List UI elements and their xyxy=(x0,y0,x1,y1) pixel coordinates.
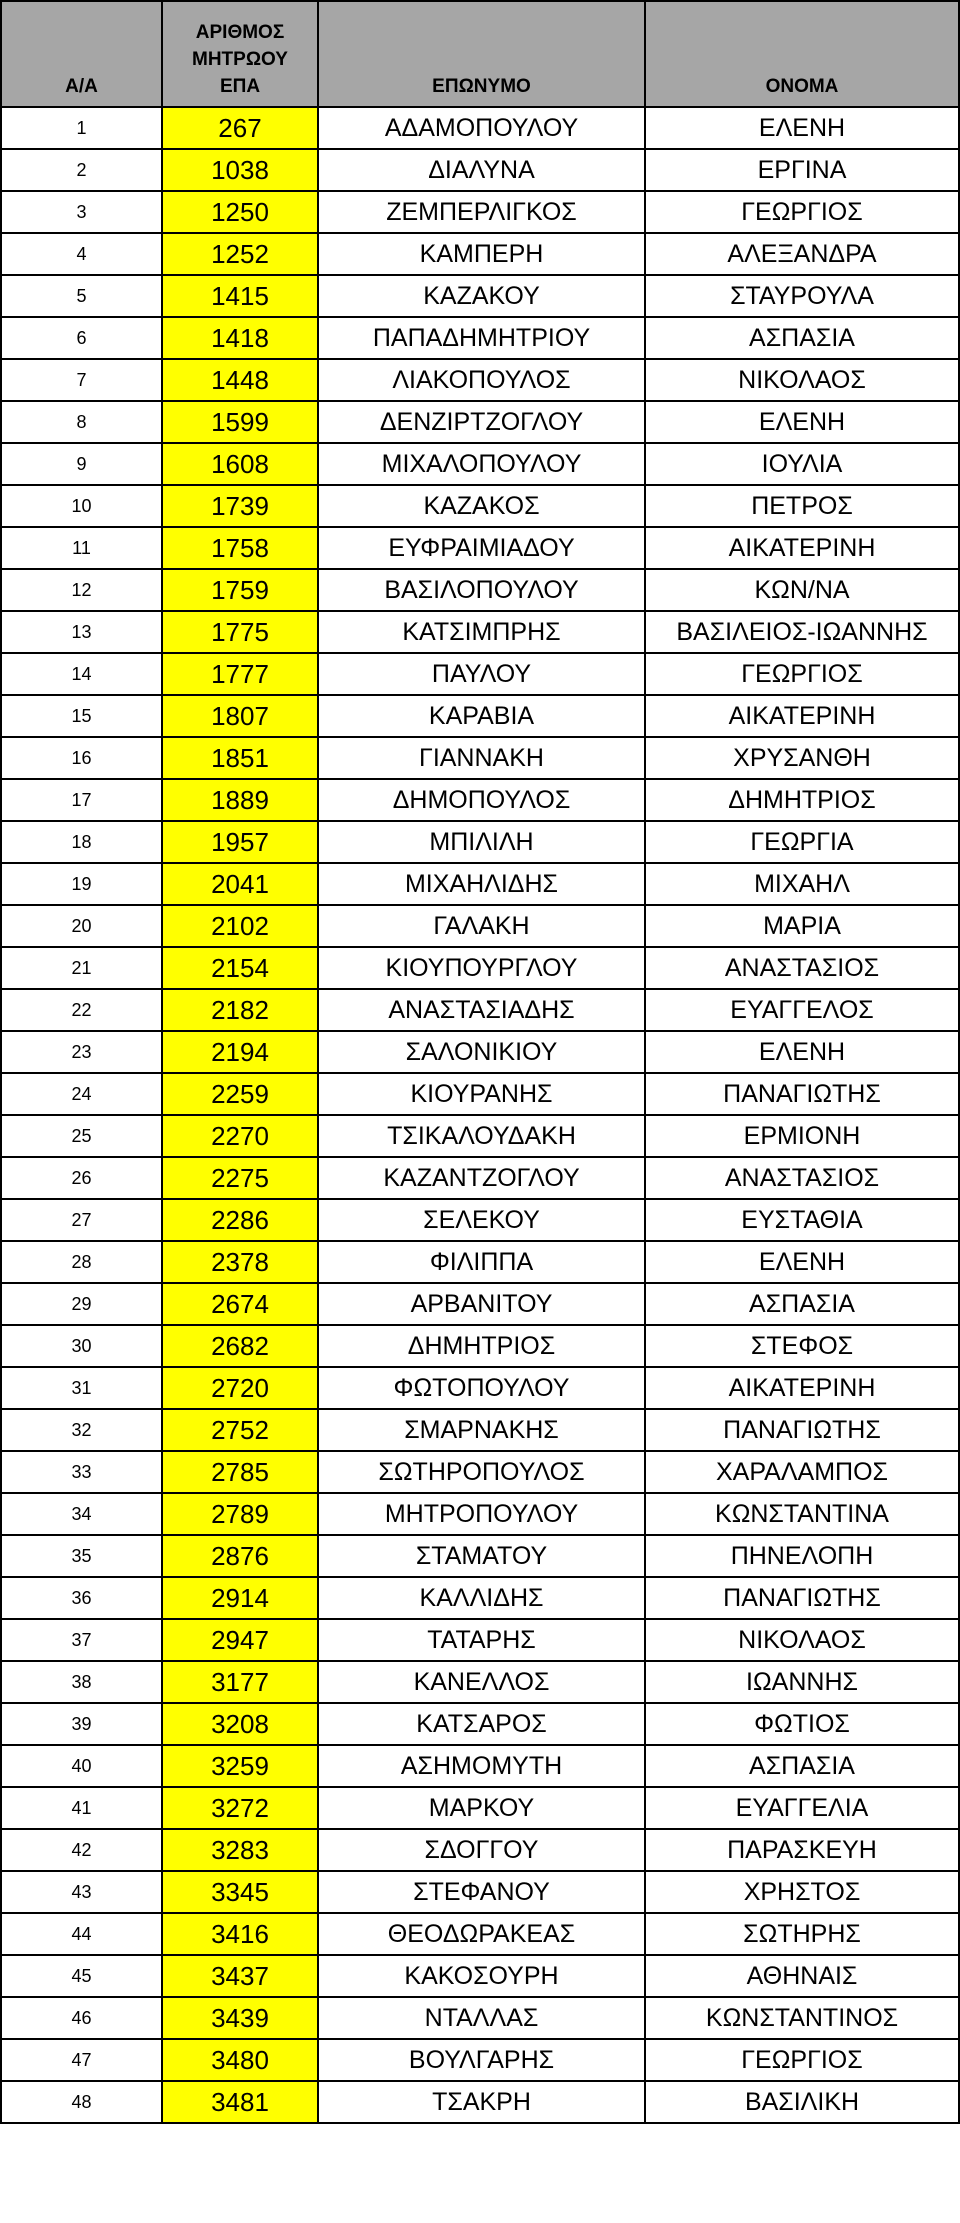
surname-cell: ΒΑΣΙΛΟΠΟΥΛΟΥ xyxy=(318,569,645,611)
first-name-cell: ΝΙΚΟΛΑΟΣ xyxy=(645,1619,959,1661)
surname-cell: ΓΑΛΑΚΗ xyxy=(318,905,645,947)
registry-number-cell: 2914 xyxy=(162,1577,318,1619)
row-number-cell: 21 xyxy=(1,947,162,989)
row-number-cell: 19 xyxy=(1,863,162,905)
table-row xyxy=(1,1199,959,1241)
row-number-cell: 3 xyxy=(1,191,162,233)
first-name-cell: ΧΡΥΣΑΝΘΗ xyxy=(645,737,959,779)
table-row xyxy=(1,443,959,485)
registry-number-cell: 2378 xyxy=(162,1241,318,1283)
registry-number-cell: 3208 xyxy=(162,1703,318,1745)
table-row xyxy=(1,1745,959,1787)
table-row xyxy=(1,569,959,611)
registry-number-cell: 2102 xyxy=(162,905,318,947)
registry-number-cell: 1448 xyxy=(162,359,318,401)
first-name-cell: ΕΛΕΝΗ xyxy=(645,1031,959,1073)
registry-number-cell: 3345 xyxy=(162,1871,318,1913)
row-number-cell: 43 xyxy=(1,1871,162,1913)
first-name-cell: ΔΗΜΗΤΡΙΟΣ xyxy=(645,779,959,821)
row-number-cell: 44 xyxy=(1,1913,162,1955)
table-row xyxy=(1,1367,959,1409)
table-row xyxy=(1,821,959,863)
row-number-cell: 38 xyxy=(1,1661,162,1703)
table-row xyxy=(1,989,959,1031)
row-number-cell: 45 xyxy=(1,1955,162,1997)
surname-cell: ΜΙΧΑΛΟΠΟΥΛΟΥ xyxy=(318,443,645,485)
row-number-cell: 18 xyxy=(1,821,162,863)
row-number-cell: 33 xyxy=(1,1451,162,1493)
registry-number-cell: 2182 xyxy=(162,989,318,1031)
first-name-cell: ΓΕΩΡΓΙΟΣ xyxy=(645,191,959,233)
first-name-cell: ΕΥΑΓΓΕΛΟΣ xyxy=(645,989,959,1031)
registry-number-cell: 2789 xyxy=(162,1493,318,1535)
table-row xyxy=(1,107,959,149)
row-number-cell: 24 xyxy=(1,1073,162,1115)
registry-number-cell: 2947 xyxy=(162,1619,318,1661)
first-name-cell: ΓΕΩΡΓΙΟΣ xyxy=(645,653,959,695)
registry-number-cell: 2720 xyxy=(162,1367,318,1409)
row-number-cell: 11 xyxy=(1,527,162,569)
table-row xyxy=(1,1829,959,1871)
row-number-cell: 25 xyxy=(1,1115,162,1157)
first-name-cell: ΧΡΗΣΤΟΣ xyxy=(645,1871,959,1913)
table-row xyxy=(1,1913,959,1955)
row-number-cell: 16 xyxy=(1,737,162,779)
registry-number-cell: 1889 xyxy=(162,779,318,821)
table-row xyxy=(1,1451,959,1493)
registry-number-cell: 1038 xyxy=(162,149,318,191)
row-number-cell: 14 xyxy=(1,653,162,695)
table-row xyxy=(1,1787,959,1829)
table-row xyxy=(1,905,959,947)
registry-number-cell: 3259 xyxy=(162,1745,318,1787)
row-number-cell: 41 xyxy=(1,1787,162,1829)
first-name-cell: ΚΩΝΣΤΑΝΤΙΝΟΣ xyxy=(645,1997,959,2039)
first-name-cell: ΑΝΑΣΤΑΣΙΟΣ xyxy=(645,947,959,989)
surname-cell: ΜΠΙΛΙΛΗ xyxy=(318,821,645,863)
first-name-cell: ΓΕΩΡΓΙΑ xyxy=(645,821,959,863)
row-number-cell: 37 xyxy=(1,1619,162,1661)
row-number-cell: 9 xyxy=(1,443,162,485)
row-number-cell: 29 xyxy=(1,1283,162,1325)
registry-number-cell: 1957 xyxy=(162,821,318,863)
first-name-cell: ΕΥΣΤΑΘΙΑ xyxy=(645,1199,959,1241)
row-number-cell: 28 xyxy=(1,1241,162,1283)
row-number-cell: 13 xyxy=(1,611,162,653)
row-number-cell: 12 xyxy=(1,569,162,611)
table-row xyxy=(1,2081,959,2123)
surname-cell: ΠΑΥΛΟΥ xyxy=(318,653,645,695)
first-name-cell: ΚΩΝΣΤΑΝΤΙΝΑ xyxy=(645,1493,959,1535)
registry-number-cell: 3416 xyxy=(162,1913,318,1955)
surname-cell: ΒΟΥΛΓΑΡΗΣ xyxy=(318,2039,645,2081)
table-row xyxy=(1,1871,959,1913)
registry-number-cell: 2286 xyxy=(162,1199,318,1241)
first-name-cell: ΝΙΚΟΛΑΟΣ xyxy=(645,359,959,401)
registry-number-cell: 3177 xyxy=(162,1661,318,1703)
surname-cell: ΔΗΜΗΤΡΙΟΣ xyxy=(318,1325,645,1367)
first-name-cell: ΦΩΤΙΟΣ xyxy=(645,1703,959,1745)
surname-cell: ΓΙΑΝΝΑΚΗ xyxy=(318,737,645,779)
first-name-cell: ΠΑΝΑΓΙΩΤΗΣ xyxy=(645,1073,959,1115)
column-header-registry-number: ΑΡΙΘΜΟΣ ΜΗΤΡΩΟΥ ΕΠΑ xyxy=(162,1,318,107)
first-name-cell: ΒΑΣΙΛΕΙΟΣ-ΙΩΑΝΝΗΣ xyxy=(645,611,959,653)
row-number-cell: 48 xyxy=(1,2081,162,2123)
row-number-cell: 36 xyxy=(1,1577,162,1619)
row-number-cell: 32 xyxy=(1,1409,162,1451)
surname-cell: ΣΔΟΓΓΟΥ xyxy=(318,1829,645,1871)
registry-number-cell: 1415 xyxy=(162,275,318,317)
table-row xyxy=(1,1241,959,1283)
table-row xyxy=(1,947,959,989)
surname-cell: ΚΑΖΑΝΤΖΟΓΛΟΥ xyxy=(318,1157,645,1199)
surname-cell: ΔΕΝΖΙΡΤΖΟΓΛΟΥ xyxy=(318,401,645,443)
row-number-cell: 5 xyxy=(1,275,162,317)
table-row xyxy=(1,2039,959,2081)
registry-number-cell: 2041 xyxy=(162,863,318,905)
surname-cell: ΚΑΤΣΙΜΠΡΗΣ xyxy=(318,611,645,653)
first-name-cell: ΣΤΕΦΟΣ xyxy=(645,1325,959,1367)
registry-number-cell: 3481 xyxy=(162,2081,318,2123)
surname-cell: ΣΑΛΟΝΙΚΙΟΥ xyxy=(318,1031,645,1073)
registry-number-cell: 2275 xyxy=(162,1157,318,1199)
surname-cell: ΚΑΚΟΣΟΥΡΗ xyxy=(318,1955,645,1997)
row-number-cell: 34 xyxy=(1,1493,162,1535)
surname-cell: ΖΕΜΠΕΡΛΙΓΚΟΣ xyxy=(318,191,645,233)
surname-cell: ΚΑΝΕΛΛΟΣ xyxy=(318,1661,645,1703)
table-row xyxy=(1,1703,959,1745)
first-name-cell: ΑΣΠΑΣΙΑ xyxy=(645,317,959,359)
row-number-cell: 15 xyxy=(1,695,162,737)
table-row xyxy=(1,1115,959,1157)
first-name-cell: ΑΙΚΑΤΕΡΙΝΗ xyxy=(645,527,959,569)
surname-cell: ΣΤΕΦΑΝΟΥ xyxy=(318,1871,645,1913)
registry-number-cell: 2876 xyxy=(162,1535,318,1577)
table-row xyxy=(1,149,959,191)
table-row xyxy=(1,1661,959,1703)
row-number-cell: 10 xyxy=(1,485,162,527)
row-number-cell: 23 xyxy=(1,1031,162,1073)
surname-cell: ΣΕΛΕΚΟΥ xyxy=(318,1199,645,1241)
surname-cell: ΜΑΡΚΟΥ xyxy=(318,1787,645,1829)
registry-number-cell: 1252 xyxy=(162,233,318,275)
registry-number-cell: 2752 xyxy=(162,1409,318,1451)
surname-cell: ΣΜΑΡΝΑΚΗΣ xyxy=(318,1409,645,1451)
row-number-cell: 40 xyxy=(1,1745,162,1787)
surname-cell: ΑΣΗΜΟΜΥΤΗ xyxy=(318,1745,645,1787)
table-row xyxy=(1,863,959,905)
row-number-cell: 26 xyxy=(1,1157,162,1199)
registry-number-cell: 1739 xyxy=(162,485,318,527)
row-number-cell: 27 xyxy=(1,1199,162,1241)
registry-number-cell: 3283 xyxy=(162,1829,318,1871)
table-row xyxy=(1,1493,959,1535)
surname-cell: ΤΑΤΑΡΗΣ xyxy=(318,1619,645,1661)
registry-number-cell: 3439 xyxy=(162,1997,318,2039)
surname-cell: ΘΕΟΔΩΡΑΚΕΑΣ xyxy=(318,1913,645,1955)
row-number-cell: 4 xyxy=(1,233,162,275)
table-body xyxy=(1,107,959,2123)
table-row xyxy=(1,1283,959,1325)
surname-cell: ΦΙΛΙΠΠΑ xyxy=(318,1241,645,1283)
table-row xyxy=(1,1073,959,1115)
row-number-cell: 6 xyxy=(1,317,162,359)
row-number-cell: 7 xyxy=(1,359,162,401)
table-row xyxy=(1,1535,959,1577)
table-row xyxy=(1,611,959,653)
registry-number-cell: 1775 xyxy=(162,611,318,653)
surname-cell: ΕΥΦΡΑΙΜΙΑΔΟΥ xyxy=(318,527,645,569)
first-name-cell: ΑΝΑΣΤΑΣΙΟΣ xyxy=(645,1157,959,1199)
registry-number-cell: 1758 xyxy=(162,527,318,569)
surname-cell: ΜΗΤΡΟΠΟΥΛΟΥ xyxy=(318,1493,645,1535)
registry-number-cell: 2194 xyxy=(162,1031,318,1073)
header-row xyxy=(1,1,959,107)
first-name-cell: ΕΛΕΝΗ xyxy=(645,401,959,443)
surname-cell: ΤΣΙΚΑΛΟΥΔΑΚΗ xyxy=(318,1115,645,1157)
first-name-cell: ΑΣΠΑΣΙΑ xyxy=(645,1283,959,1325)
table-row xyxy=(1,485,959,527)
first-name-cell: ΑΙΚΑΤΕΡΙΝΗ xyxy=(645,1367,959,1409)
surname-cell: ΚΑΜΠΕΡΗ xyxy=(318,233,645,275)
row-number-cell: 22 xyxy=(1,989,162,1031)
registry-number-cell: 267 xyxy=(162,107,318,149)
table-row xyxy=(1,1997,959,2039)
first-name-cell: ΠΑΡΑΣΚΕΥΗ xyxy=(645,1829,959,1871)
registry-number-cell: 2259 xyxy=(162,1073,318,1115)
table-row xyxy=(1,359,959,401)
table-row xyxy=(1,1619,959,1661)
first-name-cell: ΑΙΚΑΤΕΡΙΝΗ xyxy=(645,695,959,737)
table-row xyxy=(1,1577,959,1619)
table-row xyxy=(1,1157,959,1199)
surname-cell: ΜΙΧΑΗΛΙΔΗΣ xyxy=(318,863,645,905)
surname-cell: ΚΑΛΛΙΔΗΣ xyxy=(318,1577,645,1619)
row-number-cell: 39 xyxy=(1,1703,162,1745)
surname-cell: ΚΑΖΑΚΟΣ xyxy=(318,485,645,527)
table-row xyxy=(1,1955,959,1997)
surname-cell: ΣΤΑΜΑΤΟΥ xyxy=(318,1535,645,1577)
registry-number-cell: 3272 xyxy=(162,1787,318,1829)
column-header-name: ΟΝΟΜΑ xyxy=(645,1,959,107)
row-number-cell: 35 xyxy=(1,1535,162,1577)
surname-cell: ΣΩΤΗΡΟΠΟΥΛΟΣ xyxy=(318,1451,645,1493)
surname-cell: ΦΩΤΟΠΟΥΛΟΥ xyxy=(318,1367,645,1409)
first-name-cell: ΠΕΤΡΟΣ xyxy=(645,485,959,527)
first-name-cell: ΑΛΕΞΑΝΔΡΑ xyxy=(645,233,959,275)
surname-cell: ΤΣΑΚΡΗ xyxy=(318,2081,645,2123)
registry-number-cell: 1599 xyxy=(162,401,318,443)
first-name-cell: ΒΑΣΙΛΙΚΗ xyxy=(645,2081,959,2123)
table-row xyxy=(1,779,959,821)
table-row xyxy=(1,737,959,779)
row-number-cell: 17 xyxy=(1,779,162,821)
table-row xyxy=(1,1325,959,1367)
registry-number-cell: 2270 xyxy=(162,1115,318,1157)
first-name-cell: ΑΘΗΝΑΙΣ xyxy=(645,1955,959,1997)
first-name-cell: ΙΩΑΝΝΗΣ xyxy=(645,1661,959,1703)
first-name-cell: ΠΑΝΑΓΙΩΤΗΣ xyxy=(645,1577,959,1619)
surname-cell: ΑΝΑΣΤΑΣΙΑΔΗΣ xyxy=(318,989,645,1031)
registry-number-cell: 3437 xyxy=(162,1955,318,1997)
surname-cell: ΚΙΟΥΡΑΝΗΣ xyxy=(318,1073,645,1115)
table-row xyxy=(1,191,959,233)
surname-cell: ΛΙΑΚΟΠΟΥΛΟΣ xyxy=(318,359,645,401)
first-name-cell: ΑΣΠΑΣΙΑ xyxy=(645,1745,959,1787)
first-name-cell: ΣΤΑΥΡΟΥΛΑ xyxy=(645,275,959,317)
first-name-cell: ΠΑΝΑΓΙΩΤΗΣ xyxy=(645,1409,959,1451)
row-number-cell: 46 xyxy=(1,1997,162,2039)
registry-number-cell: 1851 xyxy=(162,737,318,779)
table-header xyxy=(1,1,959,107)
registry-number-cell: 1777 xyxy=(162,653,318,695)
registry-number-cell: 2674 xyxy=(162,1283,318,1325)
table-row xyxy=(1,401,959,443)
first-name-cell: ΜΑΡΙΑ xyxy=(645,905,959,947)
first-name-cell: ΧΑΡΑΛΑΜΠΟΣ xyxy=(645,1451,959,1493)
first-name-cell: ΕΛΕΝΗ xyxy=(645,107,959,149)
registry-number-cell: 2785 xyxy=(162,1451,318,1493)
first-name-cell: ΙΟΥΛΙΑ xyxy=(645,443,959,485)
row-number-cell: 31 xyxy=(1,1367,162,1409)
first-name-cell: ΠΗΝΕΛΟΠΗ xyxy=(645,1535,959,1577)
table-row xyxy=(1,275,959,317)
surname-cell: ΑΡΒΑΝΙΤΟΥ xyxy=(318,1283,645,1325)
surname-cell: ΚΙΟΥΠΟΥΡΓΛΟΥ xyxy=(318,947,645,989)
surname-cell: ΚΑΡΑΒΙΑ xyxy=(318,695,645,737)
surname-cell: ΠΑΠΑΔΗΜΗΤΡΙΟΥ xyxy=(318,317,645,359)
row-number-cell: 42 xyxy=(1,1829,162,1871)
row-number-cell: 8 xyxy=(1,401,162,443)
first-name-cell: ΕΡΜΙΟΝΗ xyxy=(645,1115,959,1157)
row-number-cell: 2 xyxy=(1,149,162,191)
table-row xyxy=(1,1031,959,1073)
row-number-cell: 20 xyxy=(1,905,162,947)
registry-number-cell: 1418 xyxy=(162,317,318,359)
row-number-cell: 1 xyxy=(1,107,162,149)
registry-number-cell: 2682 xyxy=(162,1325,318,1367)
first-name-cell: ΣΩΤΗΡΗΣ xyxy=(645,1913,959,1955)
first-name-cell: ΕΡΓΙΝΑ xyxy=(645,149,959,191)
surname-cell: ΚΑΖΑΚΟΥ xyxy=(318,275,645,317)
registry-number-cell: 1608 xyxy=(162,443,318,485)
column-header-aa: Α/Α xyxy=(1,1,162,107)
registry-number-cell: 3480 xyxy=(162,2039,318,2081)
registry-number-cell: 1250 xyxy=(162,191,318,233)
first-name-cell: ΓΕΩΡΓΙΟΣ xyxy=(645,2039,959,2081)
surname-cell: ΚΑΤΣΑΡΟΣ xyxy=(318,1703,645,1745)
column-header-surname: ΕΠΩΝΥΜΟ xyxy=(318,1,645,107)
first-name-cell: ΜΙΧΑΗΛ xyxy=(645,863,959,905)
registry-number-cell: 1759 xyxy=(162,569,318,611)
first-name-cell: ΕΛΕΝΗ xyxy=(645,1241,959,1283)
surname-cell: ΔΙΑΛΥΝΑ xyxy=(318,149,645,191)
registry-number-cell: 1807 xyxy=(162,695,318,737)
first-name-cell: ΚΩΝ/ΝΑ xyxy=(645,569,959,611)
surname-cell: ΔΗΜΟΠΟΥΛΟΣ xyxy=(318,779,645,821)
registry-number-cell: 2154 xyxy=(162,947,318,989)
table-row xyxy=(1,1409,959,1451)
row-number-cell: 30 xyxy=(1,1325,162,1367)
table-row xyxy=(1,233,959,275)
table-row xyxy=(1,653,959,695)
first-name-cell: ΕΥΑΓΓΕΛΙΑ xyxy=(645,1787,959,1829)
table-row xyxy=(1,695,959,737)
table-row xyxy=(1,317,959,359)
surname-cell: ΝΤΑΛΛΑΣ xyxy=(318,1997,645,2039)
table-row xyxy=(1,527,959,569)
row-number-cell: 47 xyxy=(1,2039,162,2081)
surname-cell: ΑΔΑΜΟΠΟΥΛΟΥ xyxy=(318,107,645,149)
